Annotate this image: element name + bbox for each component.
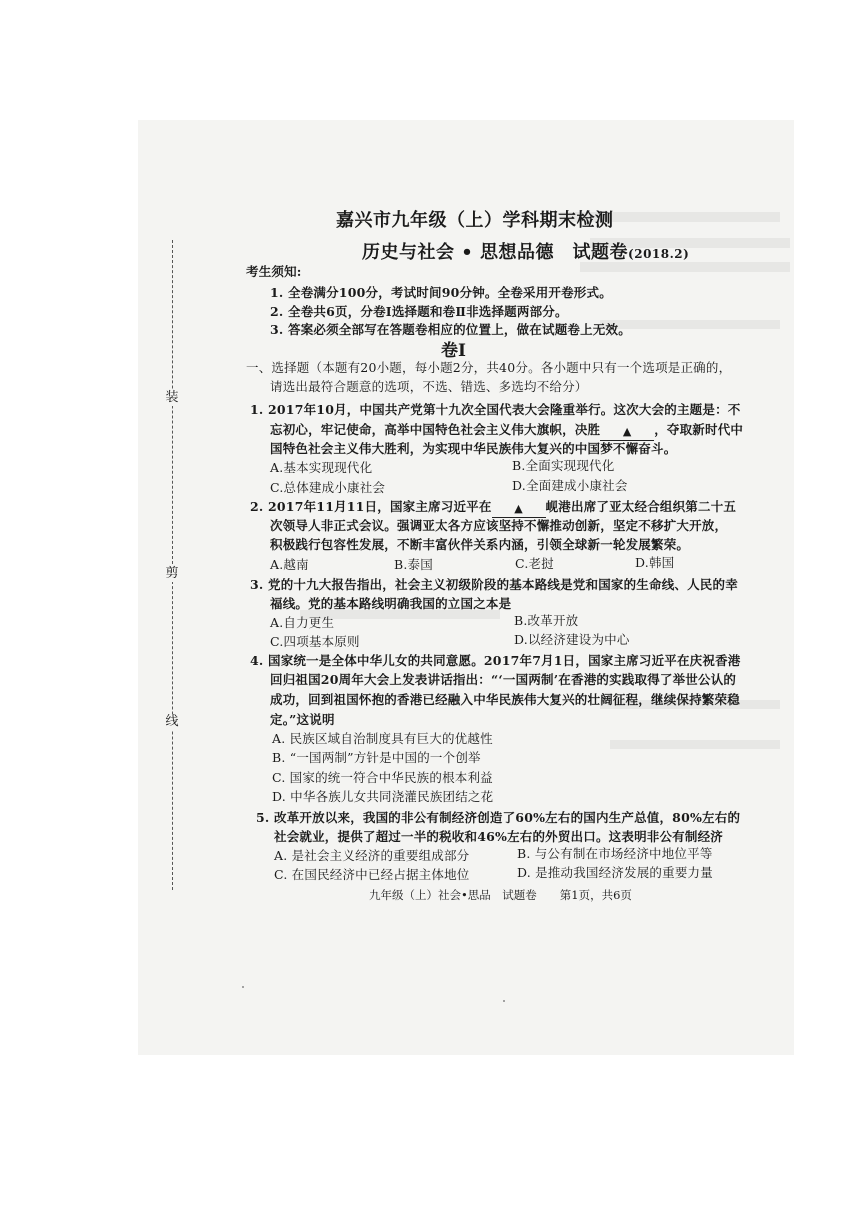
section-intro: 一、选择题（本题有20小题，每小题2分，共40分。各小题中只有一个选项是正确的，	[246, 360, 732, 375]
notice-item: 1. 全卷满分100分，考试时间90分钟。全卷采用开卷形式。	[270, 285, 612, 300]
question-2-text: 2. 2017年11月11日，国家主席习近平在	[250, 499, 492, 514]
option-d: D. 是推动我国经济发展的重要力量	[517, 865, 713, 880]
question-5-stem: 社会就业，提供了超过一半的税收和46%左右的外贸出口。这表明非公有制经济	[274, 829, 723, 844]
question-4-stem: 成功，回到祖国怀抱的香港已经融入中华民族伟大复兴的壮阔征程，继续保持繁荣稳	[270, 692, 740, 707]
option-c: C.四项基本原则	[270, 634, 360, 649]
section-heading-juan-1: 卷Ⅰ	[441, 341, 466, 361]
cutline-label: 装	[165, 390, 179, 405]
question-2-text: 岘港出席了亚太经合组织第二十五	[545, 499, 737, 514]
question-1-text: 忘初心，牢记使命，高举中国特色社会主义伟大旗帜，决胜	[270, 422, 601, 437]
question-4-stem: 4. 国家统一是全体中华儿女的共同意愿。2017年7月1日，国家主席习近平在庆祝香港	[250, 653, 741, 668]
option-b: B.全面实现现代化	[512, 458, 615, 473]
subtitle-text: 历史与社会 • 思想品德 试题卷	[362, 242, 629, 263]
notice-item: 3. 答案必须全部写在答题卷相应的位置上，做在试题卷上无效。	[270, 322, 631, 337]
option-a: A. 民族区域自治制度具有巨大的优越性	[272, 731, 493, 746]
question-1-text: ，夺取新时代中	[654, 422, 744, 437]
answer-blank	[600, 423, 654, 441]
exam-subtitle	[362, 238, 689, 264]
question-2-stem	[250, 499, 736, 517]
option-d: D.全面建成小康社会	[512, 478, 628, 493]
exam-title: 嘉兴市九年级（上）学科期末检测	[336, 210, 614, 231]
question-1-stem: 国特色社会主义伟大胜利，为实现中华民族伟大复兴的中国梦不懈奋斗。	[270, 441, 677, 456]
option-b: B. “一国两制”方针是中国的一个创举	[272, 750, 481, 765]
option-c: C.老挝	[515, 556, 554, 571]
blank-triangle-icon: ▲	[514, 502, 523, 515]
question-2-stem: 积极践行包容性发展，不断丰富伙伴关系内涵，引领全球新一轮发展繁荣。	[270, 537, 690, 552]
option-d: D. 中华各族儿女共同浇灌民族团结之花	[272, 789, 494, 804]
question-1-stem: 1. 2017年10月，中国共产党第十九次全国代表大会隆重举行。这次大会的主题是：不	[250, 402, 741, 417]
option-c: C. 国家的统一符合中华民族的根本利益	[272, 770, 493, 785]
option-a: A.越南	[270, 557, 309, 572]
cutline-label: 线	[165, 714, 179, 729]
option-d: D.以经济建设为中心	[514, 632, 630, 647]
question-4-stem: 定。”这说明	[270, 712, 335, 727]
section-intro: 请选出最符合题意的选项，不选、错选、多选均不给分）	[270, 379, 588, 394]
option-d: D.韩国	[635, 555, 675, 570]
question-4-stem: 回归祖国20周年大会上发表讲话指出：“‘一国两制’在香港的实践取得了举世公认的	[270, 672, 737, 687]
binding-cut-line	[172, 240, 173, 890]
question-5-stem: 5. 改革开放以来，我国的非公有制经济创造了60%左右的国内生产总值，80%左右的	[256, 810, 741, 825]
option-c: C. 在国民经济中已经占据主体地位	[274, 867, 470, 882]
notice-item: 2. 全卷共6页，分卷Ⅰ选择题和卷Ⅱ非选择题两部分。	[270, 304, 568, 319]
blank-triangle-icon: ▲	[622, 425, 632, 438]
page-footer: 九年级（上）社会•思品 试题卷 第1页，共6页	[369, 888, 632, 902]
exam-date-tag: (2018.2)	[628, 247, 690, 261]
option-b: B.改革开放	[514, 613, 579, 628]
option-a: A.基本实现现代化	[270, 460, 373, 475]
option-c: C.总体建成小康社会	[270, 480, 386, 495]
notice-heading: 考生须知:	[246, 264, 302, 279]
option-a: A.自力更生	[270, 615, 335, 630]
question-1-stem	[270, 422, 743, 440]
bleed-through-line	[610, 740, 780, 749]
scan-speck	[503, 1000, 505, 1002]
cutline-label: 剪	[165, 566, 179, 581]
answer-blank	[492, 500, 546, 518]
scan-speck	[242, 986, 244, 988]
option-b: B. 与公有制在市场经济中地位平等	[517, 846, 713, 861]
option-b: B.泰国	[394, 557, 433, 572]
question-3-stem: 3. 党的十九大报告指出，社会主义初级阶段的基本路线是党和国家的生命线、人民的幸	[250, 577, 738, 592]
option-a: A. 是社会主义经济的重要组成部分	[274, 848, 470, 863]
question-2-stem: 次领导人非正式会议。强调亚太各方应该坚持不懈推动创新，坚定不移扩大开放，	[270, 518, 728, 533]
question-3-stem: 福线。党的基本路线明确我国的立国之本是	[270, 596, 512, 611]
